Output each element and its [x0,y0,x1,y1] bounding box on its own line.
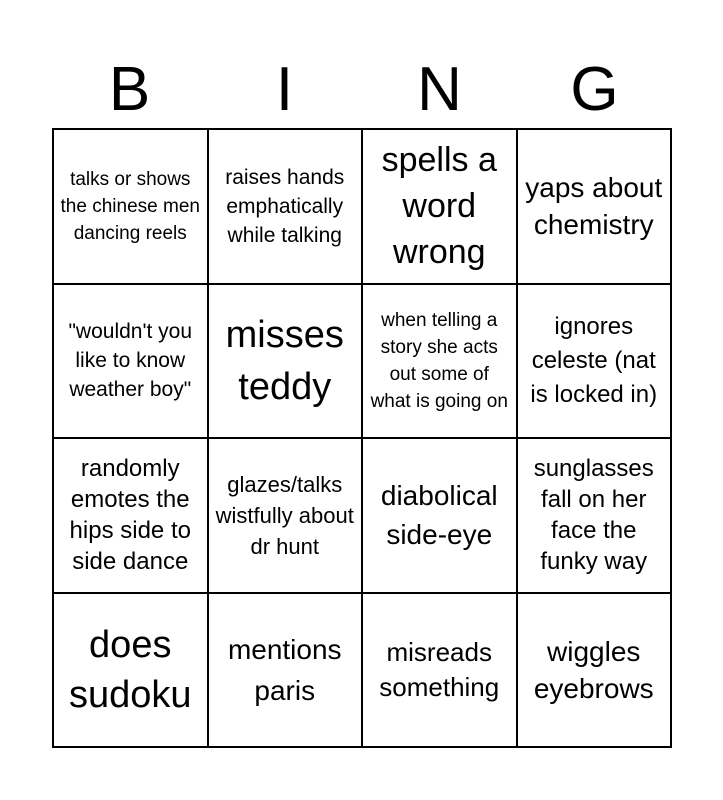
cell-text: raises hands emphatically while talking [225,165,345,247]
cell-text: randomly emotes the hips side to side dance [69,455,191,576]
bingo-cell[interactable] [54,594,209,749]
bingo-cell[interactable] [518,130,673,285]
cell-text: "wouldn't you like to know weather boy" [68,320,193,402]
bingo-cell[interactable] [209,285,364,440]
bingo-cell[interactable] [518,594,673,749]
bingo-cell[interactable] [363,285,518,440]
bingo-cell[interactable] [518,285,673,440]
bingo-cell[interactable] [209,594,364,749]
cell-text: does sudoku [68,623,192,716]
bingo-cell[interactable] [54,439,209,594]
bingo-cell[interactable] [363,439,518,594]
cell-text: spells a word wrong [381,141,497,272]
bingo-cell[interactable] [518,439,673,594]
cell-text: glazes/talks wistfully about dr hunt [215,471,354,559]
header-letter-g: G [570,55,619,124]
bingo-cell[interactable] [54,285,209,440]
header-letter-b: B [108,55,151,124]
bingo-header [52,52,672,128]
cell-text: talks or shows the chinese men dancing reels [60,168,200,244]
cell-text: sunglasses fall on her face the funky way [533,455,654,576]
cell-text: wiggles eyebrows [533,635,654,704]
cell-text: yaps about chemistry [525,172,663,241]
header-letter-n: N [417,55,462,124]
bingo-cell[interactable] [363,594,518,749]
cell-text: mentions paris [227,633,342,706]
cell-text: misses teddy [225,313,344,408]
bingo-cell[interactable] [209,439,364,594]
cell-text: when telling a story she acts out some of what is going on [370,309,508,412]
cell-text: ignores celeste (nat is locked in) [530,312,658,408]
cell-text: diabolical side-eye [380,480,498,551]
bingo-cell[interactable] [54,130,209,285]
bingo-card-grid [52,128,672,748]
bingo-cell[interactable] [209,130,364,285]
header-letter-i: I [275,55,294,124]
bingo-cell[interactable] [363,130,518,285]
cell-text: misreads something [379,636,500,702]
